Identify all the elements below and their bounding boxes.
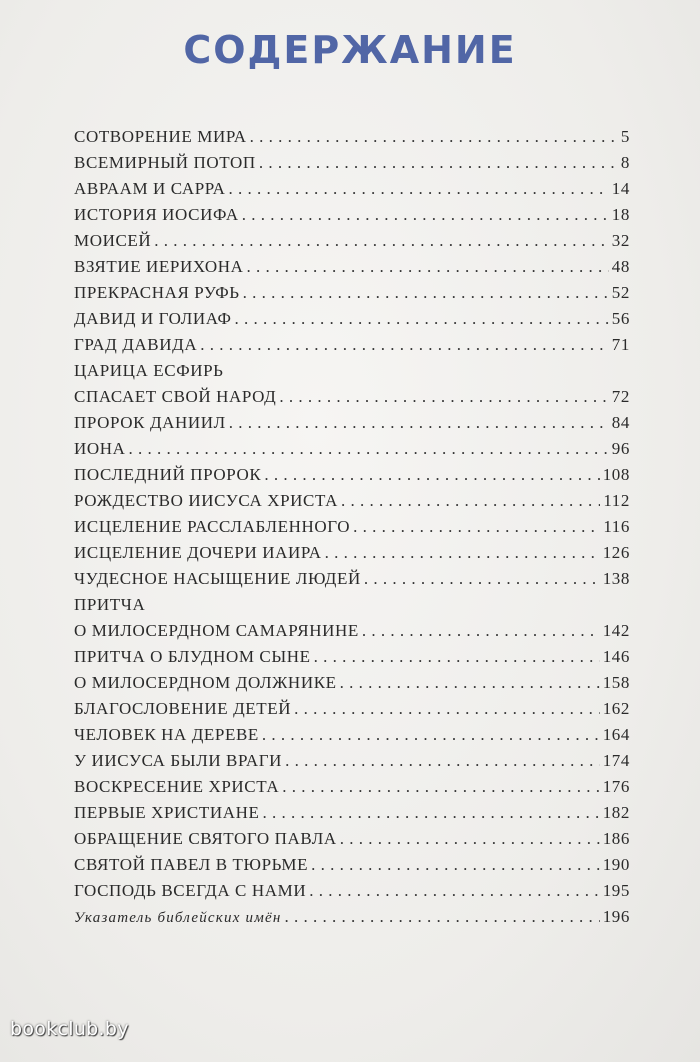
toc-entry [74, 150, 630, 176]
toc-entry-row [74, 904, 630, 930]
toc-entry-title-line: ЦАРИЦА ЕСФИРЬ [74, 361, 224, 380]
dot-leader [314, 644, 600, 670]
toc-entry-row [74, 800, 630, 826]
dot-leader [243, 280, 609, 306]
toc-entry-page-number: 158 [602, 673, 630, 692]
toc-entry-page-number: 174 [602, 751, 630, 770]
toc-entry-page-number: 195 [602, 881, 630, 900]
toc-entry-row [74, 202, 630, 228]
toc-entry-title: ПОСЛЕДНИЙ ПРОРОК [74, 465, 262, 484]
dot-leader [242, 202, 609, 228]
dot-leader [294, 696, 600, 722]
toc-entry [74, 670, 630, 696]
toc-entry-title: Указатель библейских имён [74, 910, 282, 926]
toc-entry-page-number: 164 [602, 725, 630, 744]
page-title: СОДЕРЖАНИЕ [183, 28, 517, 72]
toc-entry-title: ВЗЯТИЕ ИЕРИХОНА [74, 257, 244, 276]
toc-entry-row [74, 514, 630, 540]
toc-entry [74, 228, 630, 254]
toc-entry-title: ПРОРОК ДАНИИЛ [74, 413, 226, 432]
toc-entry [74, 280, 630, 306]
toc-entry-row [74, 748, 630, 774]
dot-leader [129, 436, 609, 462]
toc-entry-title: ИСЦЕЛЕНИЕ ДОЧЕРИ ИАИРА [74, 543, 322, 562]
toc-entry [74, 514, 630, 540]
toc-entry-page-number: 18 [611, 205, 630, 224]
watermark: bookclub.by [10, 1018, 129, 1040]
toc-entry-page-number: 72 [611, 387, 630, 406]
dot-leader [285, 904, 600, 930]
toc-entry [74, 566, 630, 592]
dot-leader [340, 826, 600, 852]
toc-entry [74, 488, 630, 514]
toc-entry-title: ПРЕКРАСНАЯ РУФЬ [74, 283, 240, 302]
toc-entry-title-line: ПРИТЧА [74, 595, 146, 614]
toc-entry-title: ОБРАЩЕНИЕ СВЯТОГО ПАВЛА [74, 829, 337, 848]
toc-entry [74, 176, 630, 202]
toc-entry [74, 306, 630, 332]
toc-entry-row [74, 332, 630, 358]
dot-leader [250, 124, 618, 150]
dot-leader [154, 228, 609, 254]
toc-entry-title: АВРААМ И САРРА [74, 179, 226, 198]
toc-entry [74, 644, 630, 670]
toc-entry-row [74, 644, 630, 670]
toc-entry [74, 332, 630, 358]
toc-entry-page-number: 8 [620, 153, 630, 172]
toc-entry-title: ВСЕМИРНЫЙ ПОТОП [74, 153, 256, 172]
toc-entry-row [74, 852, 630, 878]
toc-entry [74, 202, 630, 228]
toc-entry-title: СПАСАЕТ СВОЙ НАРОД [74, 387, 277, 406]
toc-entry-title: У ИИСУСА БЫЛИ ВРАГИ [74, 751, 283, 770]
toc-entry [74, 722, 630, 748]
toc-entry-title: СВЯТОЙ ПАВЕЛ В ТЮРЬМЕ [74, 855, 309, 874]
dot-leader [264, 462, 599, 488]
toc-entry-title: БЛАГОСЛОВЕНИЕ ДЕТЕЙ [74, 699, 292, 718]
toc-entry-title: ГОСПОДЬ ВСЕГДА С НАМИ [74, 881, 307, 900]
toc-entry [74, 800, 630, 826]
toc-entry [74, 254, 630, 280]
toc-entry-page-number: 146 [602, 647, 630, 666]
toc-entry-row [74, 306, 630, 332]
toc-entry-title: ДАВИД И ГОЛИАФ [74, 309, 232, 328]
toc-entry [74, 774, 630, 800]
dot-leader [362, 618, 600, 644]
toc-entry [74, 462, 630, 488]
toc-entry-row [74, 436, 630, 462]
toc-entry [74, 748, 630, 774]
toc-entry-title: ИСЦЕЛЕНИЕ РАССЛАБЛЕННОГО [74, 517, 351, 536]
dot-leader [340, 670, 600, 696]
toc-entry [74, 904, 630, 930]
dot-leader [309, 878, 599, 904]
dot-leader [285, 748, 600, 774]
toc-entry-page-number: 84 [611, 413, 630, 432]
toc-entry-row [74, 280, 630, 306]
toc-entry-title: РОЖДЕСТВО ИИСУСА ХРИСТА [74, 491, 339, 510]
toc-entry-row [74, 176, 630, 202]
dot-leader [279, 384, 608, 410]
toc-entry-page-number: 52 [611, 283, 630, 302]
toc-entry-row [74, 410, 630, 436]
toc-entry-title: О МИЛОСЕРДНОМ ДОЛЖНИКЕ [74, 673, 337, 692]
toc-entry-row [74, 670, 630, 696]
toc-entry-row [74, 462, 630, 488]
dot-leader [229, 176, 609, 202]
toc-entry-row [74, 618, 630, 644]
toc-entry [74, 436, 630, 462]
toc-entry-page-number: 56 [611, 309, 630, 328]
toc-entry-row [74, 878, 630, 904]
dot-leader [246, 254, 608, 280]
toc-entry [74, 826, 630, 852]
dot-leader [341, 488, 600, 514]
dot-leader [364, 566, 600, 592]
toc-entry-page-number: 108 [602, 465, 630, 484]
dot-leader [282, 774, 599, 800]
toc-entry [74, 540, 630, 566]
toc-entry-row [74, 488, 630, 514]
toc-entry-title: СОТВОРЕНИЕ МИРА [74, 127, 247, 146]
toc-entry-row [74, 722, 630, 748]
dot-leader [200, 332, 609, 358]
toc-entry-page-number: 186 [602, 829, 630, 848]
dot-leader [262, 722, 600, 748]
toc-entry-page-number: 48 [611, 257, 630, 276]
toc-entry-row [74, 228, 630, 254]
toc-entry-title: ПЕРВЫЕ ХРИСТИАНЕ [74, 803, 260, 822]
toc-entry-title: МОИСЕЙ [74, 231, 152, 250]
toc-entry-page-number: 162 [602, 699, 630, 718]
dot-leader [353, 514, 600, 540]
toc-entry-row [74, 566, 630, 592]
toc-entry-title: ЧУДЕСНОЕ НАСЫЩЕНИЕ ЛЮДЕЙ [74, 569, 361, 588]
toc-entry-row [74, 254, 630, 280]
toc-entry-row [74, 384, 630, 410]
toc-entry-page-number: 112 [603, 491, 630, 510]
toc-entry-title: ВОСКРЕСЕНИЕ ХРИСТА [74, 777, 280, 796]
toc-entry-page-number: 138 [602, 569, 630, 588]
toc-entry-page-number: 190 [602, 855, 630, 874]
toc-entry-row [74, 124, 630, 150]
toc-entry-title: ЧЕЛОВЕК НА ДЕРЕВЕ [74, 725, 259, 744]
toc-entry-title: ИОНА [74, 439, 126, 458]
dot-leader [325, 540, 600, 566]
dot-leader [235, 306, 609, 332]
toc-entry [74, 696, 630, 722]
toc-entry-page-number: 14 [611, 179, 630, 198]
dot-leader [311, 852, 600, 878]
dot-leader [229, 410, 609, 436]
toc-entry-row [74, 696, 630, 722]
toc-entry-row [74, 774, 630, 800]
table-of-contents [74, 124, 630, 930]
toc-entry-title: ПРИТЧА О БЛУДНОМ СЫНЕ [74, 647, 311, 666]
toc-entry-title: ИСТОРИЯ ИОСИФА [74, 205, 239, 224]
toc-entry-page-number: 96 [611, 439, 630, 458]
toc-entry-page-number: 116 [603, 517, 630, 536]
toc-entry-page-number: 182 [602, 803, 630, 822]
toc-entry-page-number: 126 [602, 543, 630, 562]
toc-entry-page-number: 142 [602, 621, 630, 640]
toc-entry [74, 852, 630, 878]
toc-entry-page-number: 196 [602, 907, 630, 926]
toc-entry-title: О МИЛОСЕРДНОМ САМАРЯНИНЕ [74, 621, 359, 640]
toc-entry-page-number: 71 [611, 335, 630, 354]
dot-leader [262, 800, 599, 826]
dot-leader [259, 150, 618, 176]
toc-entry [74, 124, 630, 150]
toc-entry [74, 410, 630, 436]
toc-entry-row [74, 540, 630, 566]
toc-entry [74, 878, 630, 904]
toc-entry-row [74, 826, 630, 852]
toc-entry-page-number: 5 [620, 127, 630, 146]
toc-entry-page-number: 32 [611, 231, 630, 250]
toc-entry-row [74, 150, 630, 176]
toc-entry-page-number: 176 [602, 777, 630, 796]
toc-entry [74, 592, 630, 644]
toc-entry [74, 358, 630, 410]
toc-entry-title: ГРАД ДАВИДА [74, 335, 198, 354]
